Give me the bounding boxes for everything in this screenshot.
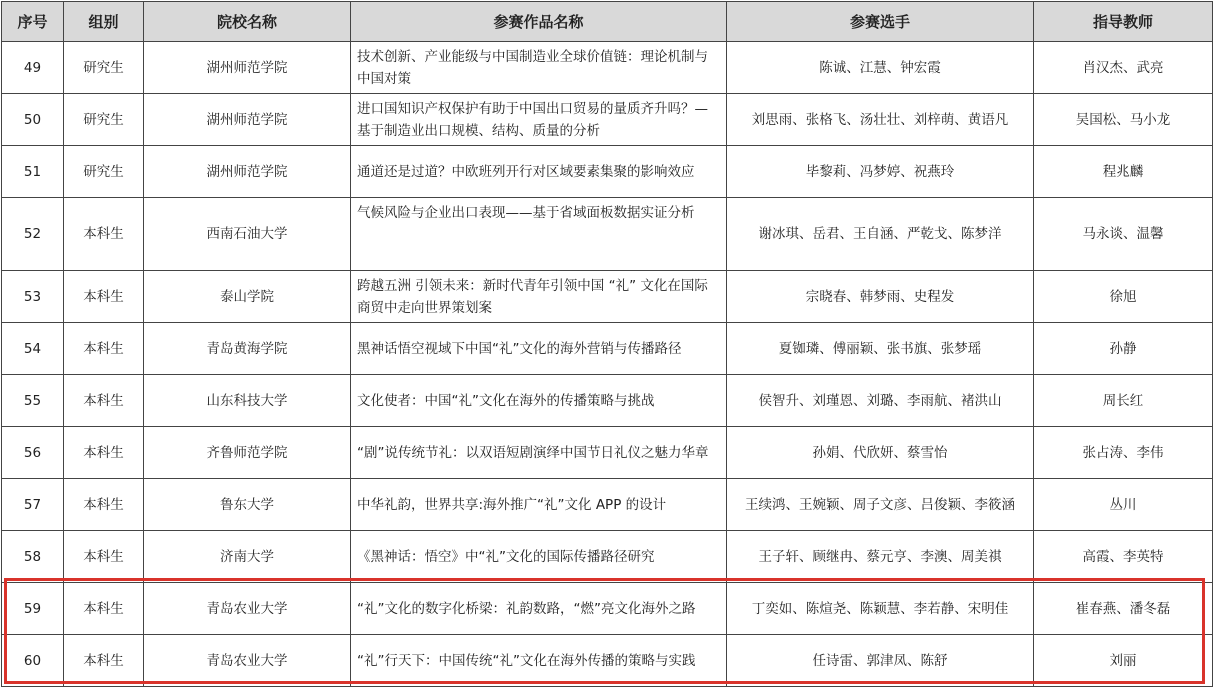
cell-group: 研究生 — [64, 94, 144, 146]
cell-teacher: 肖汉杰、武亮 — [1034, 42, 1213, 94]
cell-work: “礼”文化的数字化桥梁：礼韵数路，“燃”亮文化海外之路 — [351, 583, 727, 635]
cell-teacher: 吴国松、马小龙 — [1034, 94, 1213, 146]
cell-players: 任诗雷、郭津凤、陈舒 — [727, 635, 1034, 687]
cell-school: 济南大学 — [144, 531, 351, 583]
cell-work: 跨越五洲 引领未来：新时代青年引领中国 “礼” 文化在国际商贸中走向世界策划案 — [351, 271, 727, 323]
cell-work: 通道还是过道？中欧班列开行对区域要素集聚的影响效应 — [351, 146, 727, 198]
cell-work: 技术创新、产业能级与中国制造业全球价值链：理论机制与中国对策 — [351, 42, 727, 94]
cell-players: 侯智升、刘瑾恩、刘璐、李雨航、褚洪山 — [727, 375, 1034, 427]
cell-no: 54 — [2, 323, 64, 375]
cell-school: 湖州师范学院 — [144, 146, 351, 198]
table-header-row — [2, 2, 1213, 42]
cell-no: 53 — [2, 271, 64, 323]
cell-teacher: 程兆麟 — [1034, 146, 1213, 198]
table-row — [2, 323, 1213, 375]
table-row — [2, 146, 1213, 198]
header-group: 组别 — [64, 2, 144, 42]
cell-work: 进口国知识产权保护有助于中国出口贸易的量质齐升吗？—基于制造业出口规模、结构、质量的分析 — [351, 94, 727, 146]
cell-no: 58 — [2, 531, 64, 583]
table-row — [2, 635, 1213, 687]
cell-work: 气候风险与企业出口表现——基于省域面板数据实证分析 — [351, 198, 727, 271]
cell-group: 本科生 — [64, 583, 144, 635]
header-work: 参赛作品名称 — [351, 2, 727, 42]
cell-no: 50 — [2, 94, 64, 146]
table-row — [2, 531, 1213, 583]
cell-teacher: 孙静 — [1034, 323, 1213, 375]
cell-group: 本科生 — [64, 531, 144, 583]
table-row — [2, 271, 1213, 323]
cell-school: 湖州师范学院 — [144, 42, 351, 94]
cell-players: 孙娟、代欣妍、蔡雪怡 — [727, 427, 1034, 479]
cell-players: 刘思雨、张格飞、汤壮壮、刘梓萌、黄语凡 — [727, 94, 1034, 146]
header-teacher: 指导教师 — [1034, 2, 1213, 42]
cell-group: 本科生 — [64, 479, 144, 531]
table-row — [2, 198, 1213, 271]
cell-work: 《黑神话：悟空》中“礼”文化的国际传播路径研究 — [351, 531, 727, 583]
cell-players: 丁奕如、陈煊尧、陈颖慧、李若静、宋明佳 — [727, 583, 1034, 635]
cell-group: 研究生 — [64, 146, 144, 198]
cell-school: 西南石油大学 — [144, 198, 351, 271]
cell-players: 宗晓春、韩梦雨、史程发 — [727, 271, 1034, 323]
cell-players: 王续鸿、王婉颖、周子文彦、吕俊颖、李筱涵 — [727, 479, 1034, 531]
cell-work: “礼”行天下：中国传统“礼”文化在海外传播的策略与实践 — [351, 635, 727, 687]
cell-players: 王子轩、顾继冉、蔡元亨、李澳、周美祺 — [727, 531, 1034, 583]
cell-school: 泰山学院 — [144, 271, 351, 323]
cell-group: 本科生 — [64, 427, 144, 479]
cell-school: 齐鲁师范学院 — [144, 427, 351, 479]
cell-work: 中华礼韵，世界共享:海外推广“礼”文化 APP 的设计 — [351, 479, 727, 531]
cell-group: 本科生 — [64, 323, 144, 375]
table-row — [2, 94, 1213, 146]
table-row — [2, 375, 1213, 427]
cell-school: 山东科技大学 — [144, 375, 351, 427]
header-players: 参赛选手 — [727, 2, 1034, 42]
table-row — [2, 583, 1213, 635]
cell-no: 56 — [2, 427, 64, 479]
cell-no: 49 — [2, 42, 64, 94]
cell-players: 夏铷璘、傅丽颖、张书旗、张梦瑶 — [727, 323, 1034, 375]
cell-teacher: 张占涛、李伟 — [1034, 427, 1213, 479]
cell-players: 谢冰琪、岳君、王自涵、严乾戈、陈梦洋 — [727, 198, 1034, 271]
cell-teacher: 刘丽 — [1034, 635, 1213, 687]
cell-group: 研究生 — [64, 42, 144, 94]
cell-work: 黑神话悟空视域下中国“礼”文化的海外营销与传播路径 — [351, 323, 727, 375]
cell-no: 57 — [2, 479, 64, 531]
cell-players: 陈诚、江慧、钟宏霞 — [727, 42, 1034, 94]
cell-school: 青岛农业大学 — [144, 583, 351, 635]
table-row — [2, 42, 1213, 94]
cell-group: 本科生 — [64, 198, 144, 271]
cell-school: 鲁东大学 — [144, 479, 351, 531]
cell-teacher: 周长红 — [1034, 375, 1213, 427]
cell-teacher: 马永谈、温馨 — [1034, 198, 1213, 271]
cell-school: 青岛农业大学 — [144, 635, 351, 687]
cell-work: 文化使者：中国“礼”文化在海外的传播策略与挑战 — [351, 375, 727, 427]
cell-group: 本科生 — [64, 635, 144, 687]
cell-school: 青岛黄海学院 — [144, 323, 351, 375]
cell-teacher: 崔春燕、潘冬磊 — [1034, 583, 1213, 635]
cell-no: 51 — [2, 146, 64, 198]
cell-teacher: 徐旭 — [1034, 271, 1213, 323]
cell-players: 毕黎莉、冯梦婷、祝燕玲 — [727, 146, 1034, 198]
table-row — [2, 427, 1213, 479]
cell-group: 本科生 — [64, 375, 144, 427]
cell-no: 55 — [2, 375, 64, 427]
cell-no: 59 — [2, 583, 64, 635]
competition-table — [1, 1, 1213, 687]
cell-teacher: 丛川 — [1034, 479, 1213, 531]
table-row — [2, 479, 1213, 531]
cell-no: 60 — [2, 635, 64, 687]
header-school: 院校名称 — [144, 2, 351, 42]
cell-work: “剧”说传统节礼：以双语短剧演绎中国节日礼仪之魅力华章 — [351, 427, 727, 479]
cell-school: 湖州师范学院 — [144, 94, 351, 146]
header-no: 序号 — [2, 2, 64, 42]
cell-teacher: 高霞、李英特 — [1034, 531, 1213, 583]
cell-group: 本科生 — [64, 271, 144, 323]
cell-no: 52 — [2, 198, 64, 271]
